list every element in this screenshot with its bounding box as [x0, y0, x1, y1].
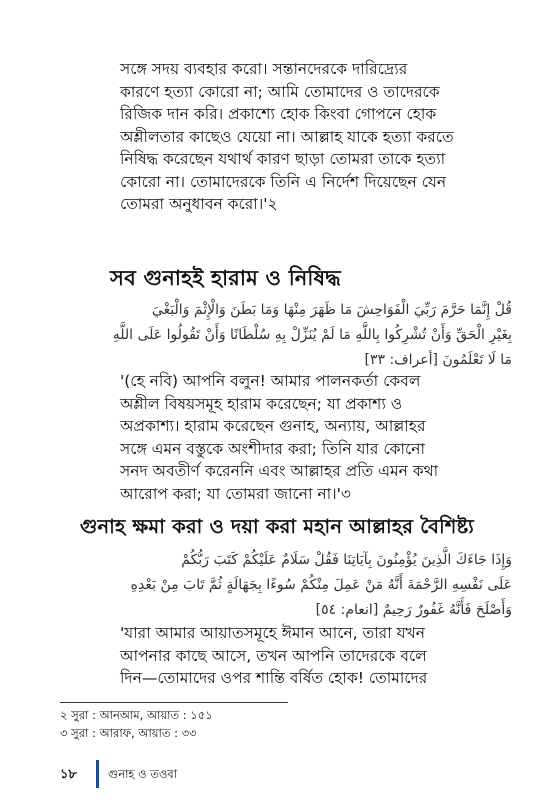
running-title: গুনাহ ও তওবা — [108, 767, 178, 781]
text-line: অশ্লীল বিষয়সমূহ হারাম করেছেন; যা প্রকাশ্য ও — [120, 394, 403, 413]
arabic-line: عَلَى نَفْسِهِ الرَّحْمَةَ أَنَّهُ مَنْ عَمِلَ مِنْكُمْ سُوءًا بِجَهَالَةٍ ثُمَّ تَابَ مِنْ بَعْدِهِ — [130, 577, 512, 593]
text-line: দিন—তোমাদের ওপর শান্তি বর্ষিত হোক! তোমাদের — [120, 669, 428, 687]
arabic-line: وَأَصْلَحَ فَأَنَّهُ غَفُورٌ رَحِيمٌ [انعام: ٥٤] — [315, 602, 512, 618]
page-number: ১৮ — [60, 767, 77, 782]
arabic-line: قُلْ إِنَّمَا حَرَّمَ رَبِّيَ الْفَوَاحِشَ مَا ظَهَرَ مِنْهَا وَمَا بَطَنَ وَالْإِثْمَ وَالْبَغْيَ — [151, 302, 512, 318]
text-line: কোরো না। তোমাদেরকে তিনি এ নির্দেশ দিয়েছেন যেন — [120, 172, 447, 191]
arabic-line: وَإِذَا جَاءَكَ الَّذِينَ يُؤْمِنُونَ بِآيَاتِنَا فَقُلْ سَلَامٌ عَلَيْكُمْ كَتَبَ رَبُّكُمْ — [181, 552, 512, 568]
footnote-divider — [60, 702, 288, 703]
section-heading-2: গুনাহ ক্ষমা করা ও দয়া করা মহান আল্লাহর বৈশিষ্ট্য — [80, 515, 475, 538]
page-number-divider — [96, 760, 99, 788]
text-line: কারণে হত্যা কোরো না; আমি তোমাদের ও তাদেরকে — [120, 82, 440, 101]
text-line: '(হে নবি) আপনি বলুন! আমার পালনকর্তা কেবল — [120, 372, 421, 390]
footnote-3: ৩ সুরা : আরাফ, আয়াত : ৩৩ — [60, 726, 197, 740]
text-line: সনদ অবতীর্ণ করেননি এবং আল্লাহর প্রতি এমন কথা — [120, 462, 439, 480]
text-line: নিষিদ্ধ করেছেন যথার্থ কারণ ছাড়া তোমরা তাকে হত্যা — [120, 150, 446, 168]
arabic-verse-1 — [112, 298, 512, 373]
text-line: সঙ্গে এমন বস্তুকে অংশীদার করা; তিনি যার কোনো — [120, 439, 425, 458]
paragraph-3 — [120, 622, 510, 690]
footnote-2: ২ সুরা : আনআম, আয়াত : ১৫১ — [60, 708, 213, 722]
arabic-line: بِغَيْرِ الْحَقِّ وَأَنْ تُشْرِكُوا بِاللَّهِ مَا لَمْ يُنَزِّلْ بِهِ سُلْطَانًا وَأَنْ تَقُولُوا عَلَى اللَّهِ — [112, 327, 512, 343]
text-line: অপ্রকাশ্য। হারাম করেছেন গুনাহ, অন্যায়, আল্লাহর — [120, 417, 426, 435]
section-heading-1: সব গুনাহই হারাম ও নিষিদ্ধ — [110, 266, 341, 290]
text-line: রিজিক দান করি। প্রকাশ্যে হোক কিংবা গোপনে হোক — [120, 105, 437, 123]
text-line: 'যারা আমার আয়াতসমূহে ঈমান আনে, তারা যখন — [120, 624, 425, 642]
text-line: আরোপ করা; যা তোমরা জানো না।'৩ — [120, 484, 352, 503]
paragraph-1 — [120, 58, 510, 216]
text-line: আপনার কাছে আসে, তখন আপনি তাদেরকে বলে — [120, 646, 427, 665]
arabic-line: مَا لَا تَعْلَمُونَ [أعراف: ٣٣] — [364, 352, 512, 368]
text-line: অশ্লীলতার কাছেও যেয়ো না। আল্লাহ যাকে হত্যা করতে — [120, 127, 454, 146]
paragraph-2 — [120, 370, 510, 505]
text-line: তোমরা অনুধাবন করো।'২ — [120, 195, 278, 213]
arabic-verse-2 — [118, 548, 512, 623]
text-line: সঙ্গে সদয় ব্যবহার করো। সন্তানদেরকে দারিদ্র্যের — [120, 60, 408, 78]
